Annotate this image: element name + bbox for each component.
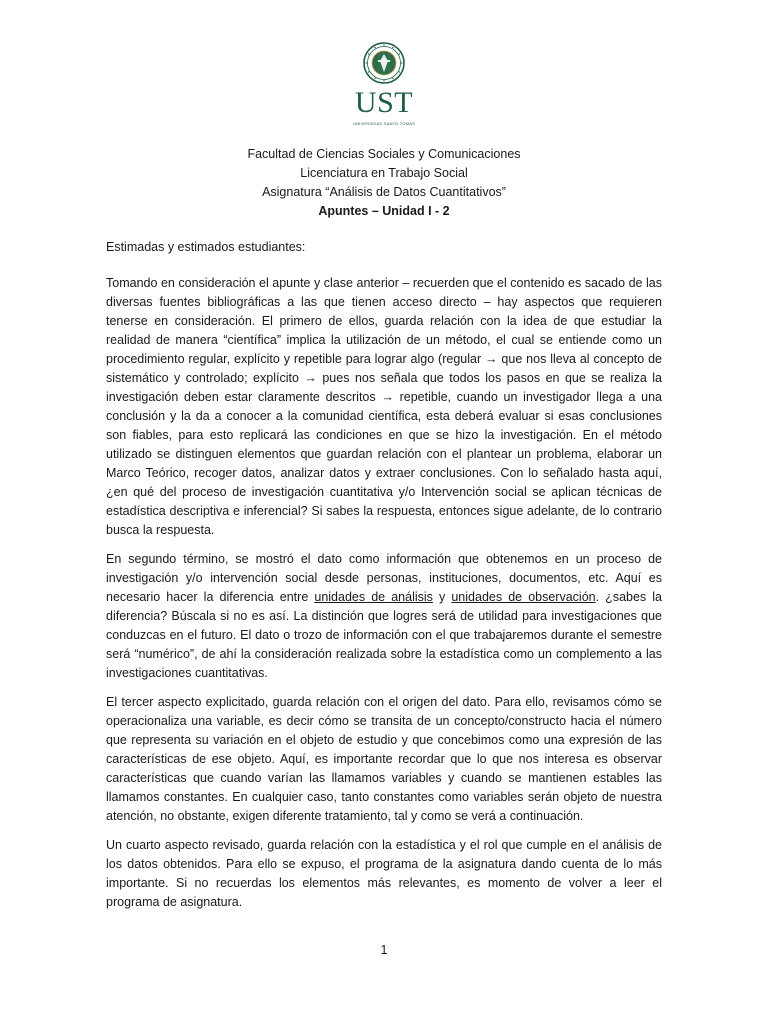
paragraph-2 [106, 550, 662, 683]
brand-wordmark: UST [354, 86, 414, 119]
brand-subtitle: UNIVERSIDAD SANTO TOMÁS [353, 121, 415, 126]
paragraph-3: El tercer aspecto explicitado, guarda relación con el origen del dato. Para ello, revisamos cómo se operacionaliza una variable, es decir cómo se transita de un concepto/constructo hacia el número que representa su variación en el objeto de estudio y que concebimos como una expresión de las características de ese objeto. Aquí, es importante recordar que lo que nos interesa es observar características que cuando varían las llamamos variables y cuando se mantienen estables las llamamos constantes. En cualquier caso, tanto constantes como variables serán objeto de nuestra atención, no obstante, exigen diferente tratamiento, tal y como se verá a continuación. [106, 695, 662, 823]
university-seal-icon [363, 42, 405, 84]
faculty-name: Facultad de Ciencias Sociales y Comunicaciones [247, 147, 521, 161]
document-body [106, 238, 662, 922]
course-name: Asignatura “Análisis de Datos Cuantitativos” [262, 185, 506, 199]
document-title: Apuntes – Unidad I - 2 [318, 204, 450, 218]
page-number: 1 [380, 943, 388, 957]
paragraph-4: Un cuarto aspecto revisado, guarda relación con la estadística y el rol que cumple en el análisis de los datos obtenidos. Para ello se expuso, el programa de la asignatura dando cuenta de lo más importante. Si no recuerdas los elementos más relevantes, es momento de volver a leer el programa de asignatura. [106, 838, 662, 909]
document-header [106, 145, 662, 221]
underlined-term-unidades-de-analisis: unidades de análisis [314, 590, 433, 604]
university-logo [344, 42, 424, 130]
degree-name: Licenciatura en Trabajo Social [300, 166, 468, 180]
paragraph-2-text-b: y [432, 590, 452, 604]
paragraph-1: Tomando en consideración el apunte y clase anterior – recuerden que el contenido es sacado de las diversas fuentes bibliográficas a las que tienen acceso directo – hay aspectos que requieren tenerse en consideración. El primero de ellos, guarda relación con la idea de que estudiar la realidad de manera “científica” implica la utilización de un método, el cual se entiende como un procedimiento regular, explícito y repetible para lograr algo (regular → que nos lleva al concepto de sistemático y controlado; explícito → pues nos señala que todos los pasos en que se realiza la investigación deben estar claramente descritos → repetible, cuando un investigador llega a una conclusión y la da a conocer a la comunidad científica, esta deberá evaluar si esas conclusiones son fiables, para esto replicará las condiciones en que se hizo la investigación. En el método utilizado se distinguen elementos que guardan relación con el plantear un problema, elaborar un Marco Teórico, recoger datos, analizar datos y extraer conclusiones. Con lo señalado hasta aquí, ¿en qué del proceso de investigación cuantitativa y/o Intervención social se aplican técnicas de estadística descriptiva e inferencial? Si sabes la respuesta, entonces sigue adelante, de lo contrario busca la respuesta. [106, 276, 662, 537]
underlined-term-unidades-de-observacion: unidades de observación [451, 590, 596, 604]
paragraph-2-text-c: . ¿sabes la diferencia? Búscala si no es así. La distinción que logres será de utilidad para investigaciones que conduzcas en el futuro. El dato o trozo de información con el que trabajaremos durante el semestre será “numérico”, de ahí la consideración realizada sobre la estadística como un complemento a las investigaciones cuantitativas. [106, 590, 662, 680]
greeting: Estimadas y estimados estudiantes: [106, 240, 306, 254]
paragraph-2-text-a: En segundo término, se mostró el dato como información que obtenemos en un proceso de investigación y/o intervención social desde personas, instituciones, documentos, etc. Aquí es necesario hacer la diferencia entre [106, 552, 662, 604]
